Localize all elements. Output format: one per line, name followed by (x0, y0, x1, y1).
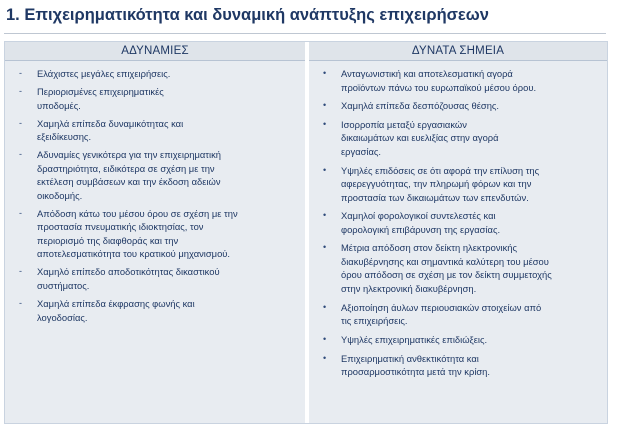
bullet-marker: - (19, 68, 22, 78)
bullet-marker: • (323, 100, 327, 111)
strength-item-text: Αξιοποίηση άυλων περιουσιακών στοιχείων από τις επιχειρήσεις. (341, 301, 542, 327)
weakness-item-text: Χαμηλό επίπεδο αποδοτικότητας δικαστικού συστήματος. (37, 266, 220, 291)
strength-item (319, 118, 599, 159)
strength-item (319, 301, 599, 328)
strength-item-text: Ισορροπία μεταξύ εργασιακών δικαιωμάτων και ευελιξίας στην αγορά εργασίας. (341, 118, 499, 157)
strength-item (319, 67, 599, 94)
strengths-header: ΔΥΝΑΤΑ ΣΗΜΕΙΑ (309, 42, 607, 61)
strength-item (319, 241, 599, 295)
swot-table (4, 41, 608, 424)
strength-item (319, 164, 599, 205)
bullet-marker: - (19, 117, 22, 128)
weakness-item (15, 265, 297, 292)
strength-item-text: Υψηλές επιδόσεις σε ότι αφορά την επίλυση της αφερεγγυότητας, την πληρωμή φόρων και την προστασία των δικαιωμάτων των επενδυτών. (341, 164, 540, 203)
strength-item-text: Επιχειρηματική ανθεκτικότητα και προσαρμοστικότητα μετά την κρίση. (341, 352, 491, 377)
bullet-marker: • (323, 210, 327, 221)
weakness-item-text: Απόδοση κάτω του μέσου όρου σε σχέση με την προστασία πνευματικής ιδιοκτησίας, τον περιορισμό της διαφθοράς και την αποτελεσματικότητα του κρατικού μηχανισμού. (37, 207, 238, 260)
strength-item-text: Χαμηλά επίπεδα δεσπόζουσας θέσης. (341, 100, 500, 112)
bullet-marker: • (323, 333, 327, 344)
weakness-item (15, 207, 297, 261)
bullet-marker: • (323, 164, 327, 175)
strength-item-text: Ανταγωνιστική και αποτελεσματική αγορά προϊόντων πάνω του ευρωπαϊκού μέσου όρου. (341, 68, 537, 93)
weakness-item-text: Αδυναμίες γενικότερα για την επιχειρηματική δραστηριότητα, ειδικότερα σε σχέση με την εκτέλεση συμβάσεων και την έκδοση αδειών οικοδομής. (37, 149, 221, 201)
bullet-marker: • (323, 68, 327, 78)
weakness-item (15, 148, 297, 202)
bullet-marker: - (19, 149, 22, 160)
weaknesses-list (5, 61, 305, 423)
weakness-item (15, 297, 297, 324)
bullet-marker: • (323, 118, 327, 129)
strength-item (319, 352, 599, 379)
bullet-marker: • (323, 301, 327, 312)
weakness-item-text: Χαμηλά επίπεδα έκφρασης φωνής και λογοδοσίας. (37, 298, 195, 323)
bullet-marker: - (19, 86, 22, 97)
strengths-list (309, 61, 607, 423)
weakness-item (15, 67, 297, 81)
weaknesses-column (5, 42, 305, 423)
strength-item (319, 209, 599, 236)
title-divider (4, 33, 606, 34)
page-title: 1. Επιχειρηματικότητα και δυναμική ανάπτυξης επιχειρήσεων (6, 6, 489, 24)
weakness-item-text: Χαμηλά επίπεδα δυναμικότητας και εξειδίκευσης. (37, 117, 184, 143)
weaknesses-header: ΑΔΥΝΑΜΙΕΣ (5, 42, 305, 61)
weakness-item-text: Ελάχιστες μεγάλες επιχειρήσεις. (37, 68, 171, 79)
weakness-item (15, 85, 297, 112)
bullet-marker: - (19, 266, 22, 277)
strength-item-text: Χαμηλοί φορολογικοί συντελεστές και φορολογική επιβάρυνση της εργασίας. (341, 210, 501, 235)
weakness-item-text: Περιορισμένες επιχειρηματικές υποδομές. (37, 86, 164, 111)
strengths-column (309, 42, 607, 423)
strength-item-text: Υψηλές επιχειρηματικές επιδιώξεις. (341, 333, 488, 345)
strength-item-text: Μέτρια απόδοση στον δείκτη ηλεκτρονικής διακυβέρνησης και σημαντικά καλύτερη του μέσου όρου απόδοση σε σχέση με τον δείκτη συμμετοχής στην ηλεκτρονική διακυβέρνηση. (341, 242, 552, 294)
bullet-marker: • (323, 352, 327, 363)
bullet-marker: • (323, 242, 327, 253)
bullet-marker: - (19, 207, 22, 218)
strength-item (319, 333, 599, 347)
weakness-item (15, 117, 297, 144)
strength-item (319, 99, 599, 113)
bullet-marker: - (19, 298, 22, 309)
